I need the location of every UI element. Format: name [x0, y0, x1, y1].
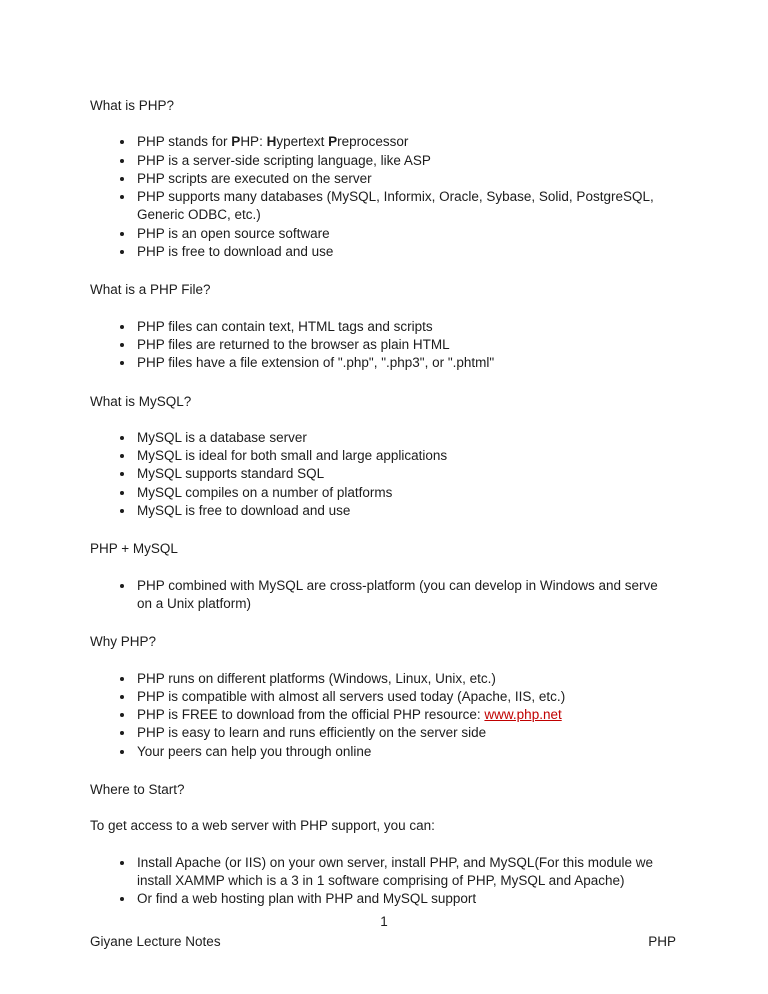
bullet-item: • PHP runs on different platforms (Windows, Linux, Unix, etc.) [135, 670, 676, 688]
section-php-plus-mysql [90, 540, 676, 613]
bullet-item: • PHP scripts are executed on the server [135, 170, 676, 188]
bullet-item: • Or find a web hosting plan with PHP and MySQL support [135, 890, 676, 908]
php-net-link[interactable]: www.php.net [484, 707, 562, 723]
bullet-item: • Install Apache (or IIS) on your own server, install PHP, and MySQL(For this module we install XAMMP which is a 3 in 1 software comprising of PHP, MySQL and Apache) [135, 854, 676, 891]
bullet-item: • PHP is a server-side scripting language, like ASP [135, 152, 676, 170]
section-heading: Why PHP? [90, 634, 157, 650]
bullet-item: • Your peers can help you through online [135, 743, 676, 761]
footer-left-text: Giyane Lecture Notes [90, 933, 221, 949]
bullet-item: • PHP combined with MySQL are cross-platform (you can develop in Windows and serve on a Unix platform) [135, 577, 676, 614]
bullet-text-segment: PHP stands for [137, 134, 232, 150]
section-where-to-start [90, 781, 676, 908]
bullet-item: • PHP is free to download and use [135, 243, 676, 261]
bullet-item: • MySQL is ideal for both small and large applications [135, 447, 676, 465]
bullet-text-segment: reprocessor [337, 134, 409, 150]
section-what-is-mysql [90, 393, 676, 521]
bullet-list [90, 854, 676, 909]
footer-right-text: PHP [648, 933, 676, 949]
bullet-item [135, 133, 676, 151]
section-what-is-php-file [90, 281, 676, 372]
section-heading: Where to Start? [90, 782, 185, 798]
bullet-list [90, 133, 676, 261]
bullet-item: • PHP is easy to learn and runs efficiently on the server side [135, 724, 676, 742]
bullet-item: • PHP files have a file extension of ".php", ".php3", or ".phtml" [135, 354, 676, 372]
bullet-list [90, 670, 676, 761]
bullet-text-bold-segment: P [328, 134, 338, 150]
section-heading: PHP + MySQL [90, 541, 178, 557]
bullet-item: • PHP is compatible with almost all servers used today (Apache, IIS, etc.) [135, 688, 676, 706]
bullet-item: • PHP is an open source software [135, 225, 676, 243]
intro-paragraph: To get access to a web server with PHP support, you can: [90, 818, 435, 834]
bullet-item: • MySQL is a database server [135, 429, 676, 447]
bullet-text-bold-segment: H [266, 134, 277, 150]
bullet-text-bold-segment: P [231, 134, 241, 150]
bullet-text-segment: HP: [240, 134, 267, 150]
bullet-item: • MySQL is free to download and use [135, 502, 676, 520]
bullet-item: • MySQL compiles on a number of platforms [135, 484, 676, 502]
section-heading: What is MySQL? [90, 393, 192, 409]
section-heading: What is PHP? [90, 98, 175, 113]
section-why-php [90, 633, 676, 761]
bullet-list [90, 429, 676, 520]
section-heading: What is a PHP File? [90, 282, 211, 298]
bullet-list [90, 318, 676, 373]
bullet-text-segment: ypertext [276, 134, 329, 150]
bullet-item [135, 706, 676, 724]
page-footer [90, 933, 676, 951]
bullet-item: • PHP supports many databases (MySQL, Informix, Oracle, Sybase, Solid, PostgreSQL, Generic ODBC, etc.) [135, 188, 676, 225]
bullet-item: • MySQL supports standard SQL [135, 465, 676, 483]
bullet-list [90, 577, 676, 614]
bullet-text-segment: PHP is FREE to download from the official PHP resource: [137, 707, 485, 723]
bullet-item: • PHP files can contain text, HTML tags and scripts [135, 318, 676, 336]
bullet-item: • PHP files are returned to the browser as plain HTML [135, 336, 676, 354]
section-what-is-php [90, 97, 676, 261]
page-number: 1 [380, 913, 388, 929]
